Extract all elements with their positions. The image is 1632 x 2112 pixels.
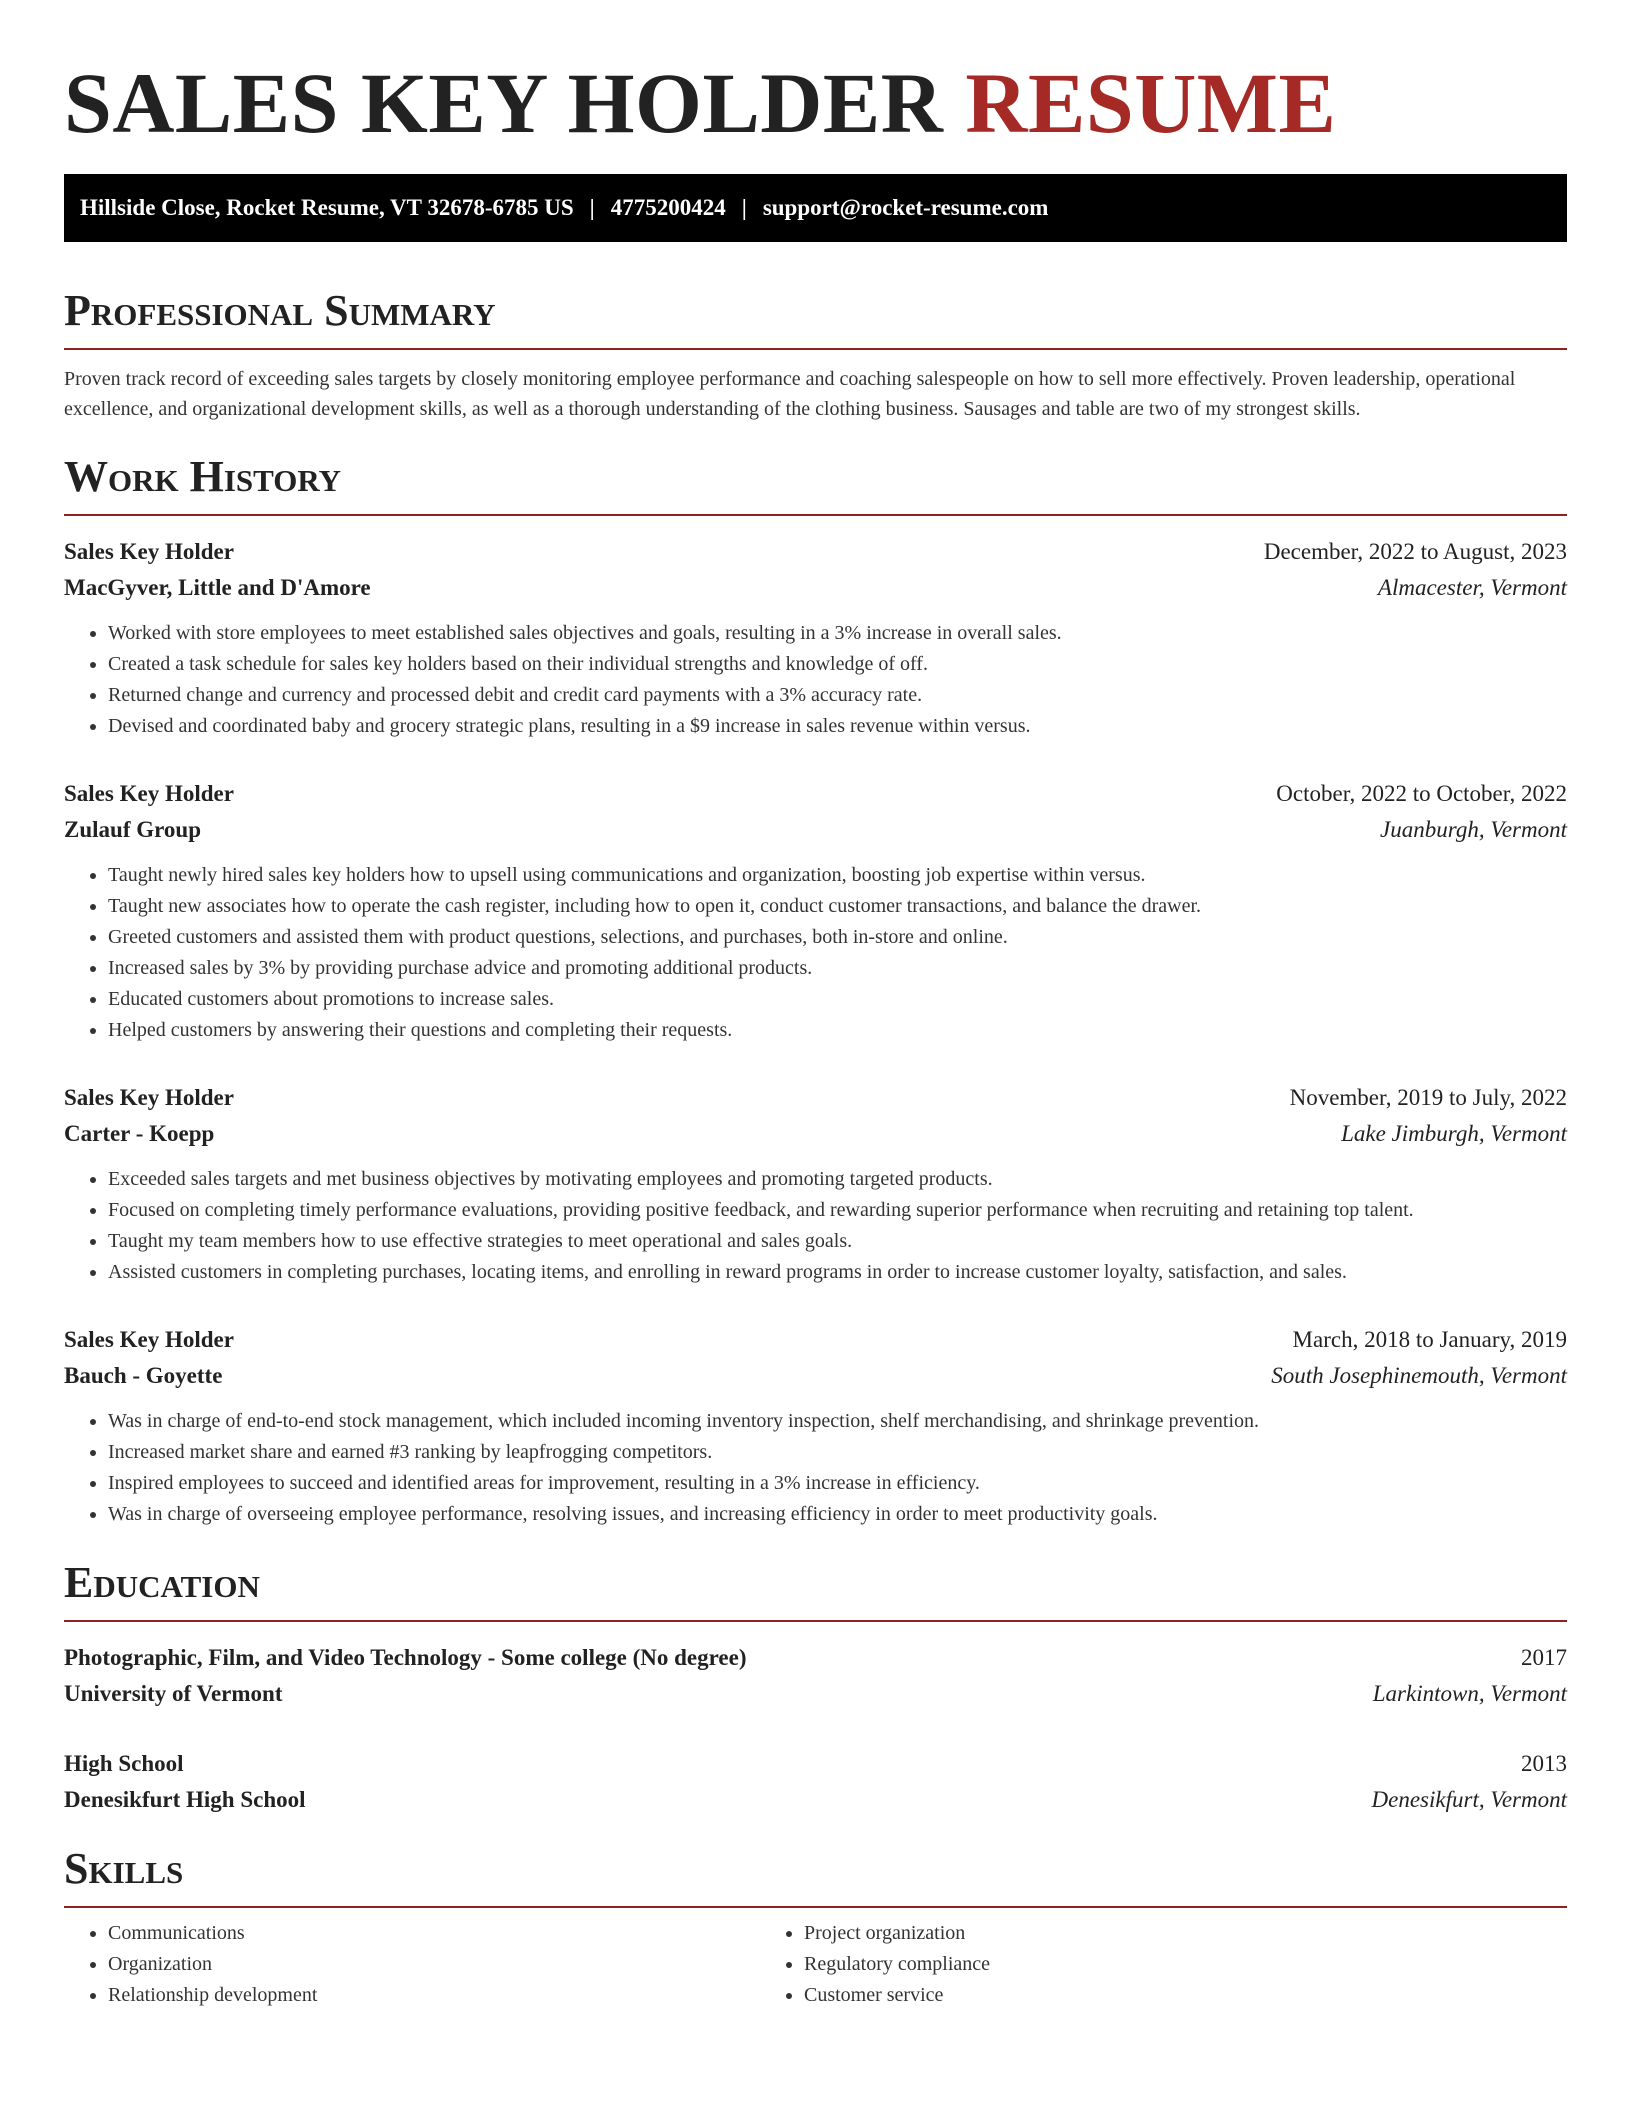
skills-list-left (64, 1918, 760, 2011)
education-year: 2017 (1521, 1645, 1567, 1670)
job-location: Lake Jimburgh, Vermont (1341, 1121, 1567, 1146)
contact-phone: 4775200424 (610, 195, 726, 220)
job-bullet: • Inspired employees to succeed and identified areas for improvement, resulting in a 3% increase in efficiency. (108, 1468, 1567, 1499)
education-school-row (64, 1782, 1567, 1818)
job-bullet: • Taught my team members how to use effective strategies to meet operational and sales goals. (108, 1226, 1567, 1257)
job-bullet: • Created a task schedule for sales key holders based on their individual strengths and knowledge of off. (108, 649, 1567, 680)
skills-list-right (760, 1918, 1456, 2011)
job-dates: November, 2019 to July, 2022 (1289, 1085, 1567, 1110)
contact-separator: | (589, 195, 595, 220)
contact-address: Hillside Close, Rocket Resume, VT 32678-6785 US (80, 195, 574, 220)
job-bullet: • Taught new associates how to operate the cash register, including how to open it, conduct customer transactions, and balance the drawer. (108, 891, 1567, 922)
job-bullet: • Increased market share and earned #3 ranking by leapfrogging competitors. (108, 1437, 1567, 1468)
job-dates: March, 2018 to January, 2019 (1292, 1327, 1567, 1352)
skill-item: • Customer service (804, 1980, 1456, 2011)
job-bullet: • Helped customers by answering their questions and completing their requests. (108, 1015, 1567, 1046)
professional-summary-section (64, 286, 1567, 424)
job-bullet: • Educated customers about promotions to increase sales. (108, 984, 1567, 1015)
job-bullets (64, 618, 1567, 742)
job-bullet: • Devised and coordinated baby and grocery strategic plans, resulting in a $9 increase in sales revenue within versus. (108, 711, 1567, 742)
job-company-row (64, 812, 1567, 848)
job-bullet: • Was in charge of overseeing employee performance, resolving issues, and increasing efficiency in order to meet productivity goals. (108, 1499, 1567, 1530)
job-bullets (64, 1406, 1567, 1530)
section-heading-summary: Professional Summary (64, 286, 1567, 350)
title-main: SALES KEY HOLDER (64, 55, 944, 151)
job-header-row (64, 1080, 1567, 1116)
job-bullet: • Assisted customers in completing purchases, locating items, and enrolling in reward programs in order to increase customer loyalty, satisfaction, and sales. (108, 1257, 1567, 1288)
job-header-row (64, 534, 1567, 570)
education-school: University of Vermont (64, 1681, 283, 1706)
job-location: South Josephinemouth, Vermont (1271, 1363, 1567, 1388)
job-entry (64, 1080, 1567, 1288)
skills-section (64, 1844, 1567, 2011)
job-header-row (64, 1322, 1567, 1358)
job-title: Sales Key Holder (64, 1327, 234, 1352)
job-bullet: • Was in charge of end-to-end stock management, which included incoming inventory inspection, shelf merchandising, and shrinkage prevention. (108, 1406, 1567, 1437)
job-bullet: • Exceeded sales targets and met business objectives by motivating employees and promoting targeted products. (108, 1164, 1567, 1195)
page-title (64, 55, 1567, 151)
summary-text: Proven track record of exceeding sales targets by closely monitoring employee performance and coaching salespeople on how to sell more effectively. Proven leadership, operational excellence, and organizational development skills, as well as a thorough understanding of the clothing business. Sausages and table are two of my strongest skills. (64, 368, 1516, 420)
skills-grid (64, 1918, 1567, 2011)
section-heading-education: Education (64, 1558, 1567, 1622)
job-location: Juanburgh, Vermont (1380, 817, 1567, 842)
contact-bar (64, 174, 1567, 242)
education-school-row (64, 1676, 1567, 1712)
job-bullet: • Focused on completing timely performance evaluations, providing positive feedback, and rewarding superior performance when recruiting and retaining top talent. (108, 1195, 1567, 1226)
job-location: Almacester, Vermont (1377, 575, 1567, 600)
job-entry (64, 776, 1567, 1046)
education-degree-row (64, 1746, 1567, 1782)
job-bullet: • Returned change and currency and processed debit and credit card payments with a 3% accuracy rate. (108, 680, 1567, 711)
job-bullet: • Increased sales by 3% by providing purchase advice and promoting additional products. (108, 953, 1567, 984)
job-company: Carter - Koepp (64, 1121, 215, 1146)
job-dates: December, 2022 to August, 2023 (1263, 539, 1567, 564)
education-school: Denesikfurt High School (64, 1787, 306, 1812)
job-company-row (64, 1358, 1567, 1394)
job-entry (64, 1322, 1567, 1530)
skill-item: • Organization (108, 1949, 760, 1980)
job-company-row (64, 1116, 1567, 1152)
education-entry (64, 1640, 1567, 1712)
job-dates: October, 2022 to October, 2022 (1276, 781, 1567, 806)
education-location: Larkintown, Vermont (1372, 1681, 1567, 1706)
job-bullet: • Taught newly hired sales key holders how to upsell using communications and organization, boosting job expertise within versus. (108, 860, 1567, 891)
job-header-row (64, 776, 1567, 812)
education-year: 2013 (1521, 1751, 1567, 1776)
job-bullets (64, 860, 1567, 1046)
education-degree: Photographic, Film, and Video Technology - Some college (No degree) (64, 1645, 747, 1670)
job-company-row (64, 570, 1567, 606)
education-degree-row (64, 1640, 1567, 1676)
education-degree: High School (64, 1751, 184, 1776)
contact-email: support@rocket-resume.com (762, 195, 1049, 220)
education-entry (64, 1746, 1567, 1818)
job-bullets (64, 1164, 1567, 1288)
section-heading-work: Work History (64, 452, 1567, 516)
education-location: Denesikfurt, Vermont (1371, 1787, 1567, 1812)
work-history-section (64, 452, 1567, 1530)
job-bullet: • Worked with store employees to meet established sales objectives and goals, resulting in a 3% increase in overall sales. (108, 618, 1567, 649)
job-title: Sales Key Holder (64, 1085, 234, 1110)
job-company: MacGyver, Little and D'Amore (64, 575, 371, 600)
education-section (64, 1558, 1567, 1818)
job-entry (64, 534, 1567, 742)
job-company: Bauch - Goyette (64, 1363, 223, 1388)
skill-item: • Project organization (804, 1918, 1456, 1949)
title-accent: RESUME (965, 55, 1337, 151)
job-title: Sales Key Holder (64, 781, 234, 806)
section-heading-skills: Skills (64, 1844, 1567, 1908)
skill-item: • Communications (108, 1918, 760, 1949)
skill-item: • Relationship development (108, 1980, 760, 2011)
job-bullet: • Greeted customers and assisted them with product questions, selections, and purchases, both in-store and online. (108, 922, 1567, 953)
job-title: Sales Key Holder (64, 539, 234, 564)
skill-item: • Regulatory compliance (804, 1949, 1456, 1980)
resume-page (64, 0, 1567, 2011)
contact-separator: | (741, 195, 747, 220)
job-company: Zulauf Group (64, 817, 201, 842)
